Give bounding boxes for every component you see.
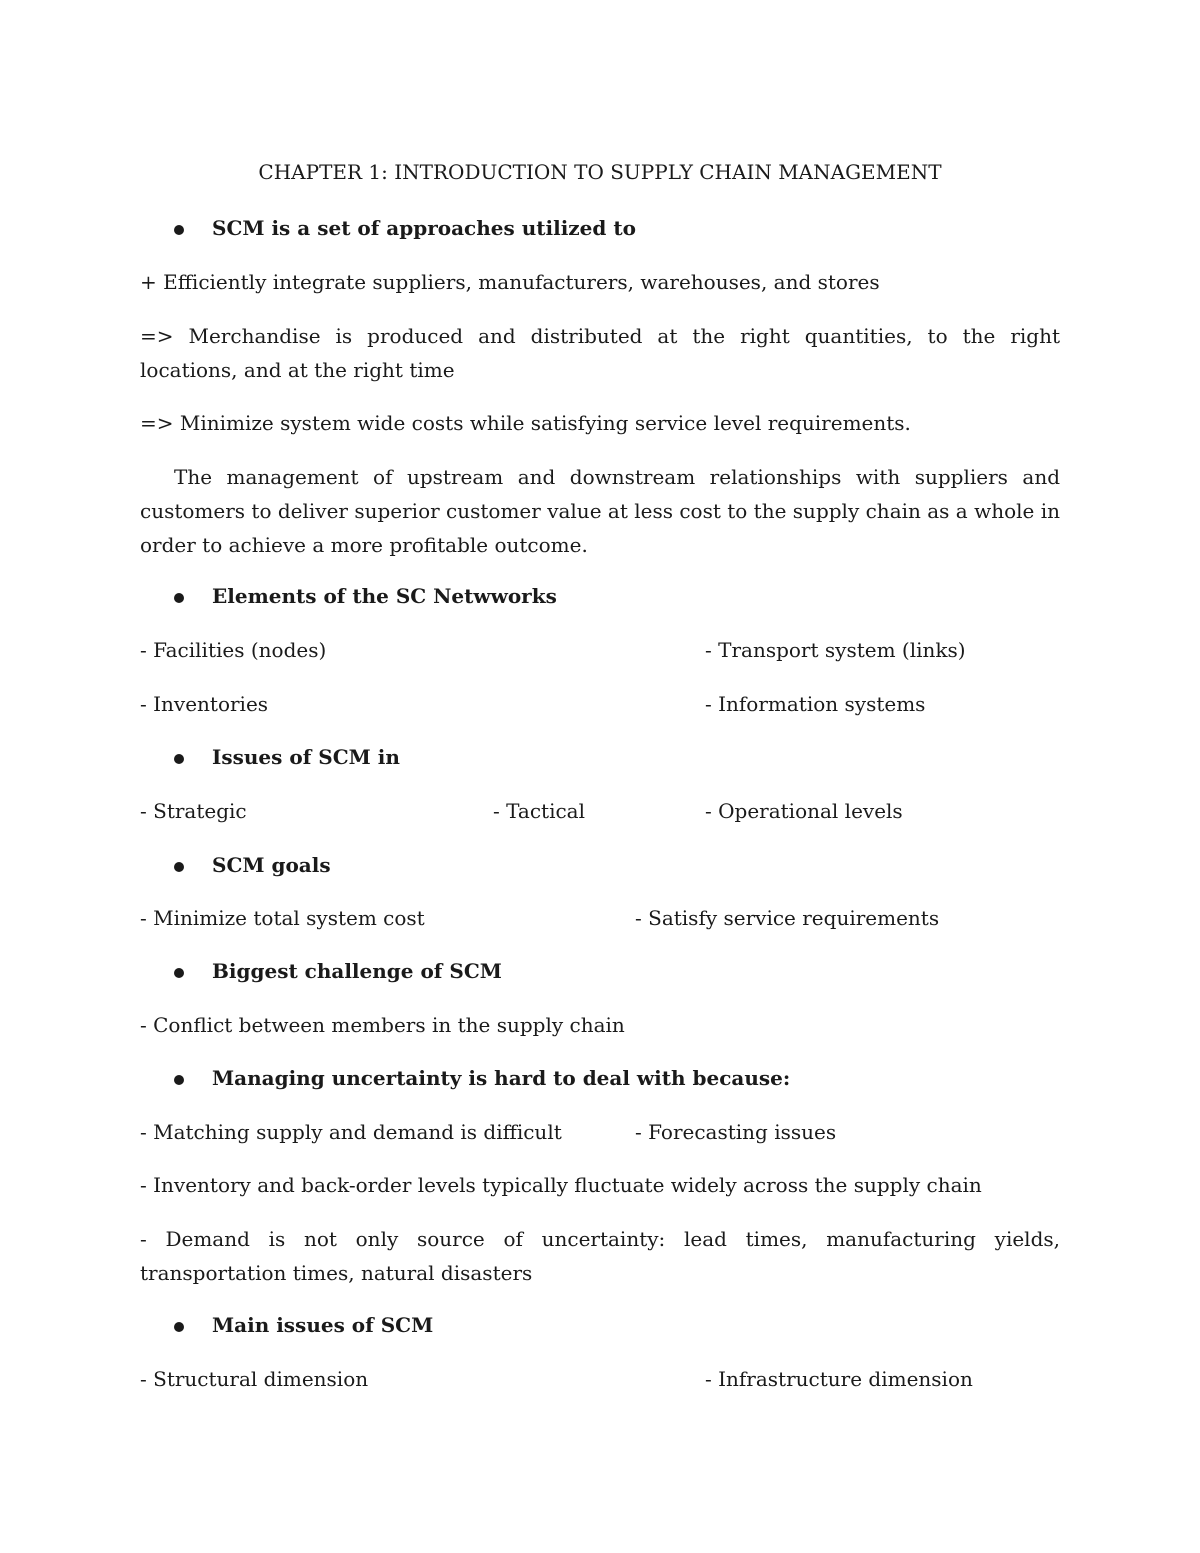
bullet-dot-icon <box>174 862 184 872</box>
list-item: - Transport system (links) <box>705 638 966 662</box>
section-heading: SCM goals <box>212 853 331 877</box>
list-item: - Inventories <box>140 692 269 716</box>
bullet-dot-icon <box>174 225 184 235</box>
list-item: - Satisfy service requirements <box>635 906 940 930</box>
definition-line: => Minimize system wide costs while satisfying service level requirements. <box>140 411 911 435</box>
list-item: - Structural dimension <box>140 1367 369 1391</box>
list-item: - Facilities (nodes) <box>140 638 327 662</box>
list-item: - Matching supply and demand is difficult <box>140 1120 562 1144</box>
bullet-dot-icon <box>174 1075 184 1085</box>
section-heading: SCM is a set of approaches utilized to <box>212 216 636 240</box>
section-heading: Elements of the SC Netwworks <box>212 584 557 608</box>
list-item: - Inventory and back-order levels typically fluctuate widely across the supply chain <box>140 1173 982 1197</box>
bullet-dot-icon <box>174 593 184 603</box>
definition-line: + Efficiently integrate suppliers, manufacturers, warehouses, and stores <box>140 270 880 294</box>
bullet-dot-icon <box>174 1322 184 1332</box>
bullet-dot-icon <box>174 754 184 764</box>
list-item: - Forecasting issues <box>635 1120 837 1144</box>
list-item: - Strategic <box>140 799 247 823</box>
section-heading: Biggest challenge of SCM <box>212 959 502 983</box>
list-item: - Conflict between members in the supply chain <box>140 1013 625 1037</box>
list-item: - Operational levels <box>705 799 903 823</box>
list-item: - Tactical <box>493 799 585 823</box>
section-heading: Main issues of SCM <box>212 1313 434 1337</box>
page-title: CHAPTER 1: INTRODUCTION TO SUPPLY CHAIN MANAGEMENT <box>258 160 942 184</box>
list-item: - Demand is not only source of uncertainty: lead times, manufacturing yields, transportation times, natural disasters <box>140 1227 1060 1285</box>
list-item: - Infrastructure dimension <box>705 1367 973 1391</box>
list-item: - Information systems <box>705 692 926 716</box>
section-heading: Issues of SCM in <box>212 745 400 769</box>
bullet-dot-icon <box>174 968 184 978</box>
definition-paragraph: The management of upstream and downstream relationships with suppliers and customers to deliver superior customer value at less cost to the supply chain as a whole in order to achieve a more profitable outcome. <box>140 465 1060 557</box>
list-item: - Minimize total system cost <box>140 906 425 930</box>
definition-line: => Merchandise is produced and distributed at the right quantities, to the right locations, and at the right time <box>140 324 1060 382</box>
section-heading: Managing uncertainty is hard to deal with because: <box>212 1066 791 1090</box>
